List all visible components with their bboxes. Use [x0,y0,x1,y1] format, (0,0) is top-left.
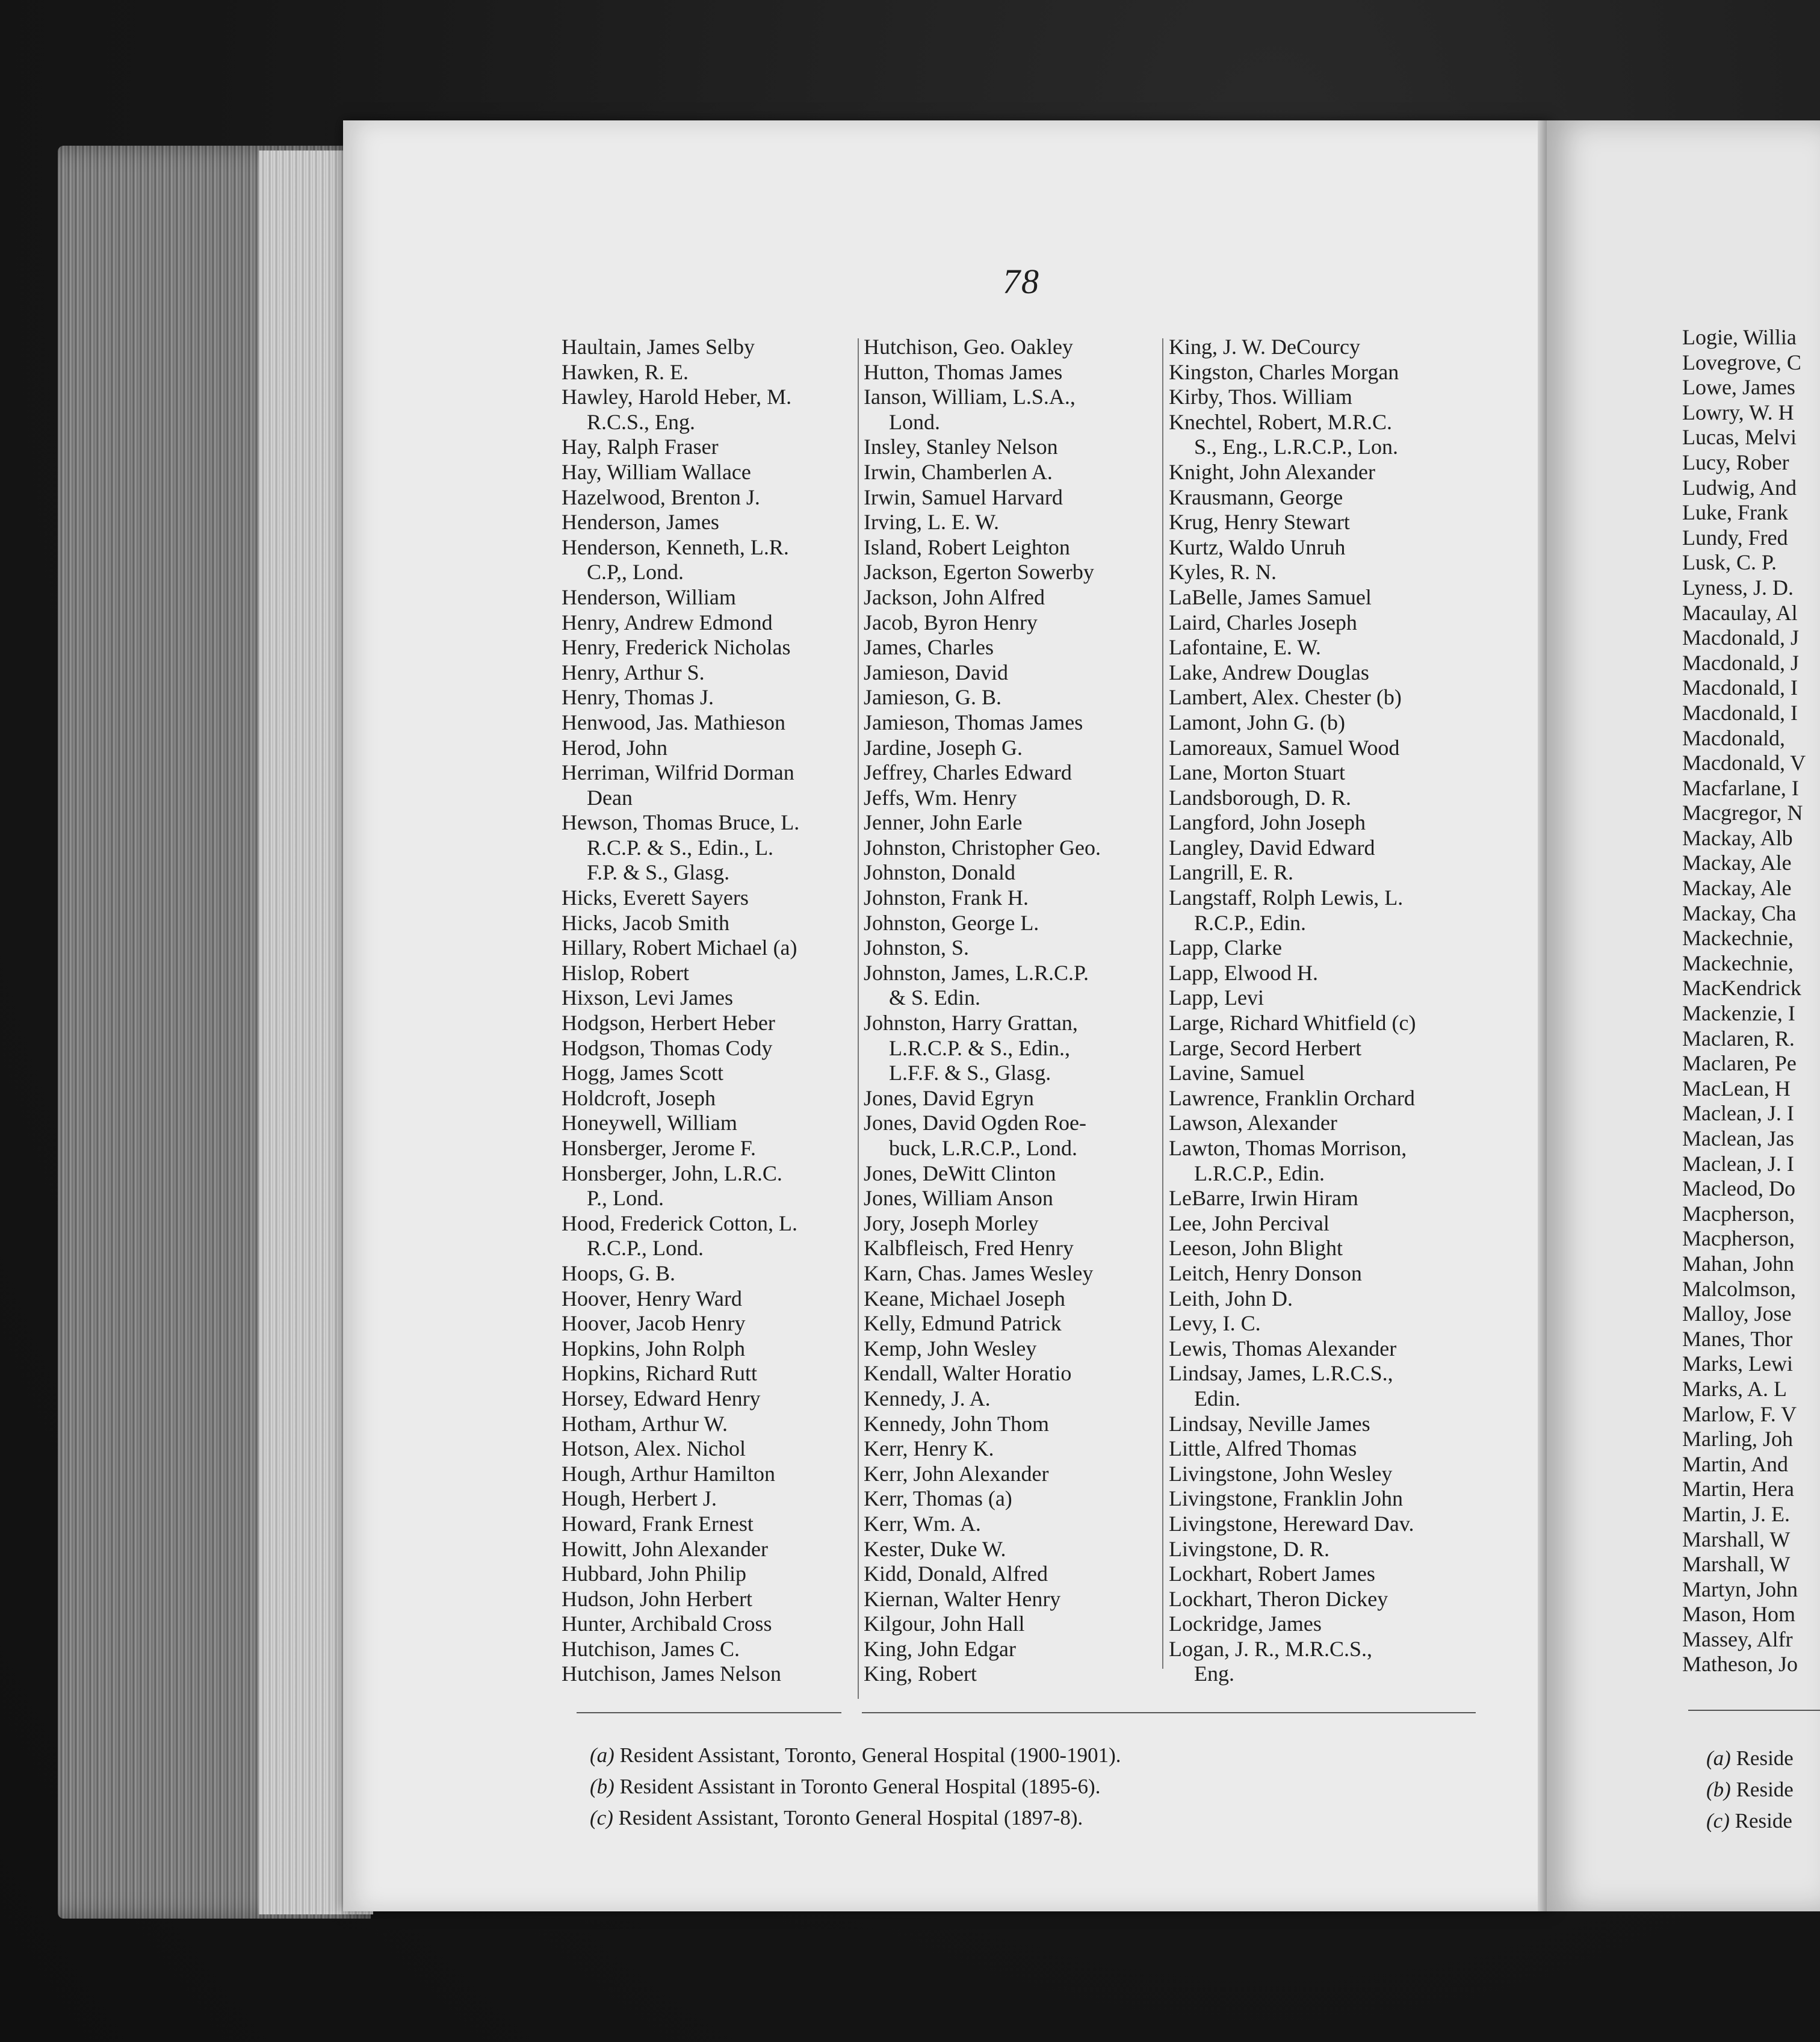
name-entry: Kendall, Walter Horatio [864,1361,1072,1386]
name-entry: Johnston, Harry Grattan, [864,1011,1078,1035]
footnotes [590,1740,1121,1834]
next-page-name-entry: Malloy, Jose [1682,1302,1792,1326]
footnote-text: Resident Assistant in Toronto General Hospital (1895-6). [614,1775,1101,1798]
next-page-name-entry: Manes, Thor [1682,1326,1793,1351]
name-entry: Kerr, John Alexander [864,1461,1049,1486]
next-page-name-entry: Lowe, James [1682,375,1795,400]
name-entry: Hislop, Robert [562,960,689,985]
next-page-name-entry: Mackechnie, [1682,951,1794,975]
next-page-name-entry: Mahan, John [1682,1251,1794,1276]
name-entry: Lawrence, Franklin Orchard [1169,1085,1415,1110]
next-page-name-entry: Macpherson, [1682,1201,1795,1226]
name-entry: Little, Alfred Thomas [1169,1436,1357,1461]
name-entry: Langford, John Joseph [1169,810,1366,835]
next-page-name-entry: Maclaren, Pe [1682,1051,1797,1076]
name-entry: Henwood, Jas. Mathieson [562,710,785,734]
next-page-name-entry: Maclean, J. I [1682,1151,1794,1176]
page-number: 78 [1003,262,1040,301]
name-entry: Johnston, Frank H. [864,886,1029,910]
name-entry: Jackson, John Alfred [864,585,1045,609]
name-entry: Kemp, John Wesley [864,1336,1037,1361]
name-entry: Hutchison, James C. [562,1636,740,1661]
name-entry: Lewis, Thomas Alexander [1169,1336,1397,1361]
next-page-name-entry: Marks, A. L [1682,1376,1787,1401]
next-page-name-entry: Lucas, Melvi [1682,425,1797,450]
name-entry: Lindsay, Neville James [1169,1411,1370,1436]
name-entry: Lane, Morton Stuart [1169,760,1345,785]
name-entry: Kyles, R. N. [1169,560,1277,585]
name-entry: Hicks, Jacob Smith [562,910,729,935]
next-page-name-entry: Mackenzie, I [1682,1001,1795,1026]
name-entry: Landsborough, D. R. [1169,785,1351,810]
name-entry: James, Charles [864,635,994,660]
footnote-rule [862,1712,1476,1713]
name-entry: Levy, I. C. [1169,1311,1261,1336]
name-entry: Henderson, William [562,585,736,609]
name-column-1 [562,335,854,1687]
name-entry: Lee, John Percival [1169,1211,1329,1235]
name-entry: Kingston, Charles Morgan [1169,359,1399,384]
name-entry: Livingstone, D. R. [1169,1536,1329,1561]
name-entry: Jory, Joseph Morley [864,1211,1039,1235]
name-entry: Ianson, William, L.S.A., [864,385,1076,409]
name-entry: Hoops, G. B. [562,1261,676,1285]
name-entry: Kelly, Edmund Patrick [864,1311,1062,1336]
next-page-name-entry: Macpherson, [1682,1226,1795,1251]
name-entry: Henry, Frederick Nicholas [562,635,791,660]
name-entry: Large, Secord Herbert [1169,1035,1362,1060]
column-divider [1162,338,1163,1669]
name-entry: Jacob, Byron Henry [864,610,1038,635]
name-entry: Holdcroft, Joseph [562,1085,716,1110]
name-entry: Hough, Arthur Hamilton [562,1461,775,1486]
next-page-name-entry: Lovegrove, C [1682,350,1801,374]
name-entry: Hutton, Thomas James [864,359,1063,384]
name-entry: Logan, J. R., M.R.C.S., [1169,1636,1373,1661]
name-entry: Hoover, Jacob Henry [562,1311,746,1336]
footnote-text: Reside [1729,1809,1792,1833]
name-entry: King, J. W. DeCourcy [1169,335,1360,359]
entry-continuation: Dean [587,785,633,810]
name-entry: Hotham, Arthur W. [562,1411,728,1436]
footnote-text: Reside [1730,1778,1794,1801]
name-entry: Jenner, John Earle [864,810,1023,835]
next-page-name-entry: MacKendrick [1682,976,1801,1001]
next-page-name-entry: Mackechnie, [1682,926,1794,951]
next-page-name-entry: MacLean, H [1682,1076,1791,1100]
name-entry: Johnston, S. [864,936,970,960]
name-entry: Hewson, Thomas Bruce, L. [562,810,800,835]
next-page-name-entry: Marshall, W [1682,1552,1791,1577]
next-page-name-entry: Macdonald, V [1682,751,1806,775]
name-entry: Jamieson, G. B. [864,685,1001,710]
name-entry: Krug, Henry Stewart [1169,510,1350,535]
name-entry: Lawson, Alexander [1169,1111,1337,1135]
name-entry: Lapp, Clarke [1169,936,1282,960]
name-entry: Kester, Duke W. [864,1536,1006,1561]
name-entry: King, Robert [864,1662,977,1686]
name-entry: Honsberger, Jerome F. [562,1136,756,1160]
name-entry: Lavine, Samuel [1169,1061,1305,1085]
name-entry: Island, Robert Leighton [864,535,1070,559]
next-page-name-entry: Lucy, Rober [1682,450,1789,474]
name-entry: Leith, John D. [1169,1286,1293,1311]
name-entry: Hogg, James Scott [562,1061,723,1085]
footnote-text: Resident Assistant, Toronto General Hospital (1897-8). [613,1806,1083,1829]
name-entry: Johnston, Christopher Geo. [864,835,1101,860]
next-page-name-entry: Mackay, Alb [1682,825,1793,850]
next-page-name-entry: Lusk, C. P. [1682,550,1777,575]
name-entry: Lockhart, Robert James [1169,1562,1375,1586]
entry-continuation: L.F.F. & S., Glasg. [889,1061,1051,1085]
name-entry: Hawley, Harold Heber, M. [562,385,792,409]
name-entry: Hudson, John Herbert [562,1586,752,1611]
next-page-name-entry: Marlow, F. V [1682,1401,1797,1426]
name-entry: Lafontaine, E. W. [1169,635,1321,660]
entry-continuation: L.R.C.P. & S., Edin., [889,1035,1071,1060]
next-page-name-entry: Mackay, Ale [1682,876,1792,901]
name-entry: Hay, Ralph Fraser [562,435,719,459]
name-entry: Jeffrey, Charles Edward [864,760,1072,785]
footnote-rule [577,1712,841,1713]
next-page-name-entry: Martyn, John [1682,1577,1798,1601]
name-entry: Knight, John Alexander [1169,459,1375,484]
entry-continuation: R.C.P. & S., Edin., L. [587,835,774,860]
footnote-mark: (b) [590,1775,614,1798]
name-entry: Johnston, James, L.R.C.P. [864,960,1089,985]
name-entry: Jackson, Egerton Sowerby [864,560,1094,585]
next-page-name-entry: Macdonald, J [1682,625,1799,650]
name-entry: Large, Richard Whitfield (c) [1169,1011,1416,1035]
name-entry: Hutchison, James Nelson [562,1662,781,1686]
name-entry: Hubbard, John Philip [562,1562,747,1586]
next-page-name-entry: Martin, And [1682,1451,1788,1476]
name-entry: Hotson, Alex. Nichol [562,1436,746,1461]
next-page-name-entry: Macdonald, I [1682,700,1798,725]
name-entry: Hillary, Robert Michael (a) [562,936,797,960]
name-entry: Hopkins, Richard Rutt [562,1361,757,1386]
name-entry: Hicks, Everett Sayers [562,886,749,910]
name-entry: Irving, L. E. W. [864,510,999,535]
name-entry: Kennedy, John Thom [864,1411,1049,1436]
name-entry: Lambert, Alex. Chester (b) [1169,685,1402,710]
name-entry: Lockhart, Theron Dickey [1169,1586,1388,1611]
name-entry: Howitt, John Alexander [562,1536,768,1561]
entry-continuation: F.P. & S., Glasg. [587,860,730,885]
name-entry: Henderson, James [562,510,719,535]
name-entry: Henry, Thomas J. [562,685,714,710]
next-page-name-entry: Macaulay, Al [1682,600,1798,625]
name-entry: Horsey, Edward Henry [562,1386,761,1410]
name-entry: Laird, Charles Joseph [1169,610,1357,635]
next-page-name-entry: Mason, Hom [1682,1602,1795,1627]
name-entry: Hutchison, Geo. Oakley [864,335,1073,359]
name-entry: Howard, Frank Ernest [562,1511,754,1536]
name-entry: Langstaff, Rolph Lewis, L. [1169,886,1404,910]
name-entry: Lawton, Thomas Morrison, [1169,1136,1407,1160]
next-page-name-entry: Macfarlane, I [1682,775,1799,800]
name-entry: Livingstone, Hereward Dav. [1169,1511,1414,1536]
name-entry: Hodgson, Thomas Cody [562,1035,773,1060]
name-entry: Johnston, Donald [864,860,1015,885]
next-page-name-entry: Massey, Alfr [1682,1627,1793,1651]
next-page-name-entry: Maclean, Jas [1682,1126,1794,1150]
name-entry: Hoover, Henry Ward [562,1286,742,1311]
next-page-name-entry: Logie, Willia [1682,325,1797,349]
name-entry: Lamont, John G. (b) [1169,710,1345,734]
next-page-name-entry: Marshall, W [1682,1527,1791,1551]
next-page-name-entry: Macleod, Do [1682,1176,1795,1201]
footnote [590,1802,1121,1834]
name-entry: Leitch, Henry Donson [1169,1261,1362,1285]
name-entry: Kidd, Donald, Alfred [864,1562,1048,1586]
next-page-name-entry: Maclaren, R. [1682,1026,1795,1050]
entry-continuation: P., Lond. [587,1186,664,1211]
name-entry: Kiernan, Walter Henry [864,1586,1061,1611]
entry-continuation: Edin. [1194,1386,1240,1410]
next-page-name-entry: Ludwig, And [1682,475,1797,500]
next-page-footnotes [1706,1743,1820,1837]
name-entry: Kirby, Thos. William [1169,385,1352,409]
next-page-name-entry: Martin, Hera [1682,1477,1794,1501]
name-entry: Jamieson, David [864,660,1008,684]
name-entry: Lamoreaux, Samuel Wood [1169,735,1400,760]
name-entry: Hunter, Archibald Cross [562,1612,772,1636]
name-entry: Kerr, Wm. A. [864,1511,981,1536]
name-entry: Herod, John [562,735,667,760]
name-entry: Kerr, Henry K. [864,1436,994,1461]
footnote-text: Resident Assistant, Toronto, General Hospital (1900-1901). [614,1743,1121,1767]
name-entry: Jones, David Egryn [864,1085,1034,1110]
name-entry: Lockridge, James [1169,1612,1322,1636]
next-page-name-entry: Luke, Frank [1682,500,1788,525]
name-entry: Leeson, John Blight [1169,1236,1343,1261]
entry-continuation: R.C.P., Lond. [587,1236,704,1261]
next-page-name-entry: Mackay, Cha [1682,901,1797,925]
footnote-mark: (a) [590,1743,614,1767]
name-entry: Jeffs, Wm. Henry [864,785,1017,810]
entry-continuation: Eng. [1194,1662,1234,1686]
name-entry: Hazelwood, Brenton J. [562,485,760,509]
name-entry: Kennedy, J. A. [864,1386,991,1410]
name-entry: Kerr, Thomas (a) [864,1486,1012,1511]
name-entry: Keane, Michael Joseph [864,1286,1065,1311]
next-page-name-column [1682,325,1820,1677]
name-entry: Lapp, Elwood H. [1169,960,1318,985]
name-entry: Karn, Chas. James Wesley [864,1261,1094,1285]
name-entry: Krausmann, George [1169,485,1343,509]
name-entry: Irwin, Chamberlen A. [864,459,1053,484]
entry-continuation: S., Eng., L.R.C.P., Lon. [1194,435,1399,459]
next-page-footnote [1706,1805,1820,1837]
next-page-name-entry: Martin, J. E. [1682,1501,1790,1526]
name-entry: Henry, Andrew Edmond [562,610,773,635]
next-page-name-entry: Marks, Lewi [1682,1352,1793,1376]
name-entry: Jones, DeWitt Clinton [864,1161,1056,1185]
name-entry: LeBarre, Irwin Hiram [1169,1186,1358,1211]
name-entry: Hodgson, Herbert Heber [562,1011,775,1035]
next-page-name-entry: Lundy, Fred [1682,525,1788,550]
entry-continuation: & S. Edin. [889,985,981,1010]
next-page-name-entry: Mackay, Ale [1682,851,1792,875]
next-page-name-entry: Matheson, Jo [1682,1652,1798,1677]
name-entry: Hay, William Wallace [562,459,751,484]
name-entry: Hawken, R. E. [562,359,689,384]
name-entry: Livingstone, Franklin John [1169,1486,1403,1511]
name-entry: Henry, Arthur S. [562,660,705,684]
name-entry: Lindsay, James, L.R.C.S., [1169,1361,1393,1386]
name-entry: LaBelle, James Samuel [1169,585,1372,609]
name-entry: Lake, Andrew Douglas [1169,660,1369,684]
name-entry: Hough, Herbert J. [562,1486,717,1511]
name-entry: Jamieson, Thomas James [864,710,1083,734]
footnote-text: Reside [1730,1746,1794,1770]
next-page-name-entry: Lowry, W. H [1682,400,1794,424]
name-entry: Livingstone, John Wesley [1169,1461,1393,1486]
next-page-name-entry: Malcolmson, [1682,1276,1796,1301]
name-entry: Insley, Stanley Nelson [864,435,1058,459]
entry-continuation: Lond. [889,409,940,434]
name-entry: Jones, William Anson [864,1186,1053,1211]
name-entry: Herriman, Wilfrid Dorman [562,760,794,785]
name-entry: Lapp, Levi [1169,985,1264,1010]
name-entry: Hood, Frederick Cotton, L. [562,1211,797,1235]
next-page-name-entry: Marling, Joh [1682,1427,1793,1451]
next-page-name-entry: Lyness, J. D. [1682,575,1794,600]
name-entry: Honsberger, John, L.R.C. [562,1161,782,1185]
next-page-name-entry: Macgregor, N [1682,801,1803,825]
entry-continuation: R.C.S., Eng. [587,409,696,434]
name-entry: Kilgour, John Hall [864,1612,1025,1636]
next-page-name-entry: Macdonald, [1682,725,1785,750]
next-page-footnote-rule [1688,1710,1820,1711]
next-page-name-entry: Macdonald, J [1682,650,1799,675]
name-entry: Hixson, Levi James [562,985,733,1010]
name-entry: Knechtel, Robert, M.R.C. [1169,409,1392,434]
footnote [590,1740,1121,1771]
next-page-footnote [1706,1743,1820,1774]
footnote-mark: (c) [1706,1809,1730,1833]
name-entry: Kalbfleisch, Fred Henry [864,1236,1074,1261]
name-entry: Kurtz, Waldo Unruh [1169,535,1346,559]
name-entry: Irwin, Samuel Harvard [864,485,1063,509]
footnote [590,1771,1121,1802]
name-column-2 [864,335,1160,1687]
name-entry: Jardine, Joseph G. [864,735,1023,760]
footnote-mark: (b) [1706,1778,1731,1801]
name-entry: Haultain, James Selby [562,335,755,359]
entry-continuation: C.P,, Lond. [587,560,684,585]
name-column-3 [1169,335,1473,1687]
footnote-mark: (c) [590,1806,613,1829]
next-page-name-entry: Maclean, J. I [1682,1101,1794,1126]
name-entry: Henderson, Kenneth, L.R. [562,535,789,559]
name-entry: Hopkins, John Rolph [562,1336,746,1361]
name-entry: King, John Edgar [864,1636,1016,1661]
entry-continuation: buck, L.R.C.P., Lond. [889,1136,1078,1160]
footnote-mark: (a) [1706,1746,1731,1770]
next-page-footnote [1706,1774,1820,1805]
column-divider [858,338,859,1699]
name-entry: Langley, David Edward [1169,835,1375,860]
name-entry: Johnston, George L. [864,910,1039,935]
name-entry: Jones, David Ogden Roe- [864,1111,1086,1135]
entry-continuation: L.R.C.P., Edin. [1194,1161,1325,1185]
entry-continuation: R.C.P., Edin. [1194,910,1307,935]
name-entry: Langrill, E. R. [1169,860,1293,885]
next-page-name-entry: Macdonald, I [1682,675,1798,700]
name-entry: Honeywell, William [562,1111,737,1135]
